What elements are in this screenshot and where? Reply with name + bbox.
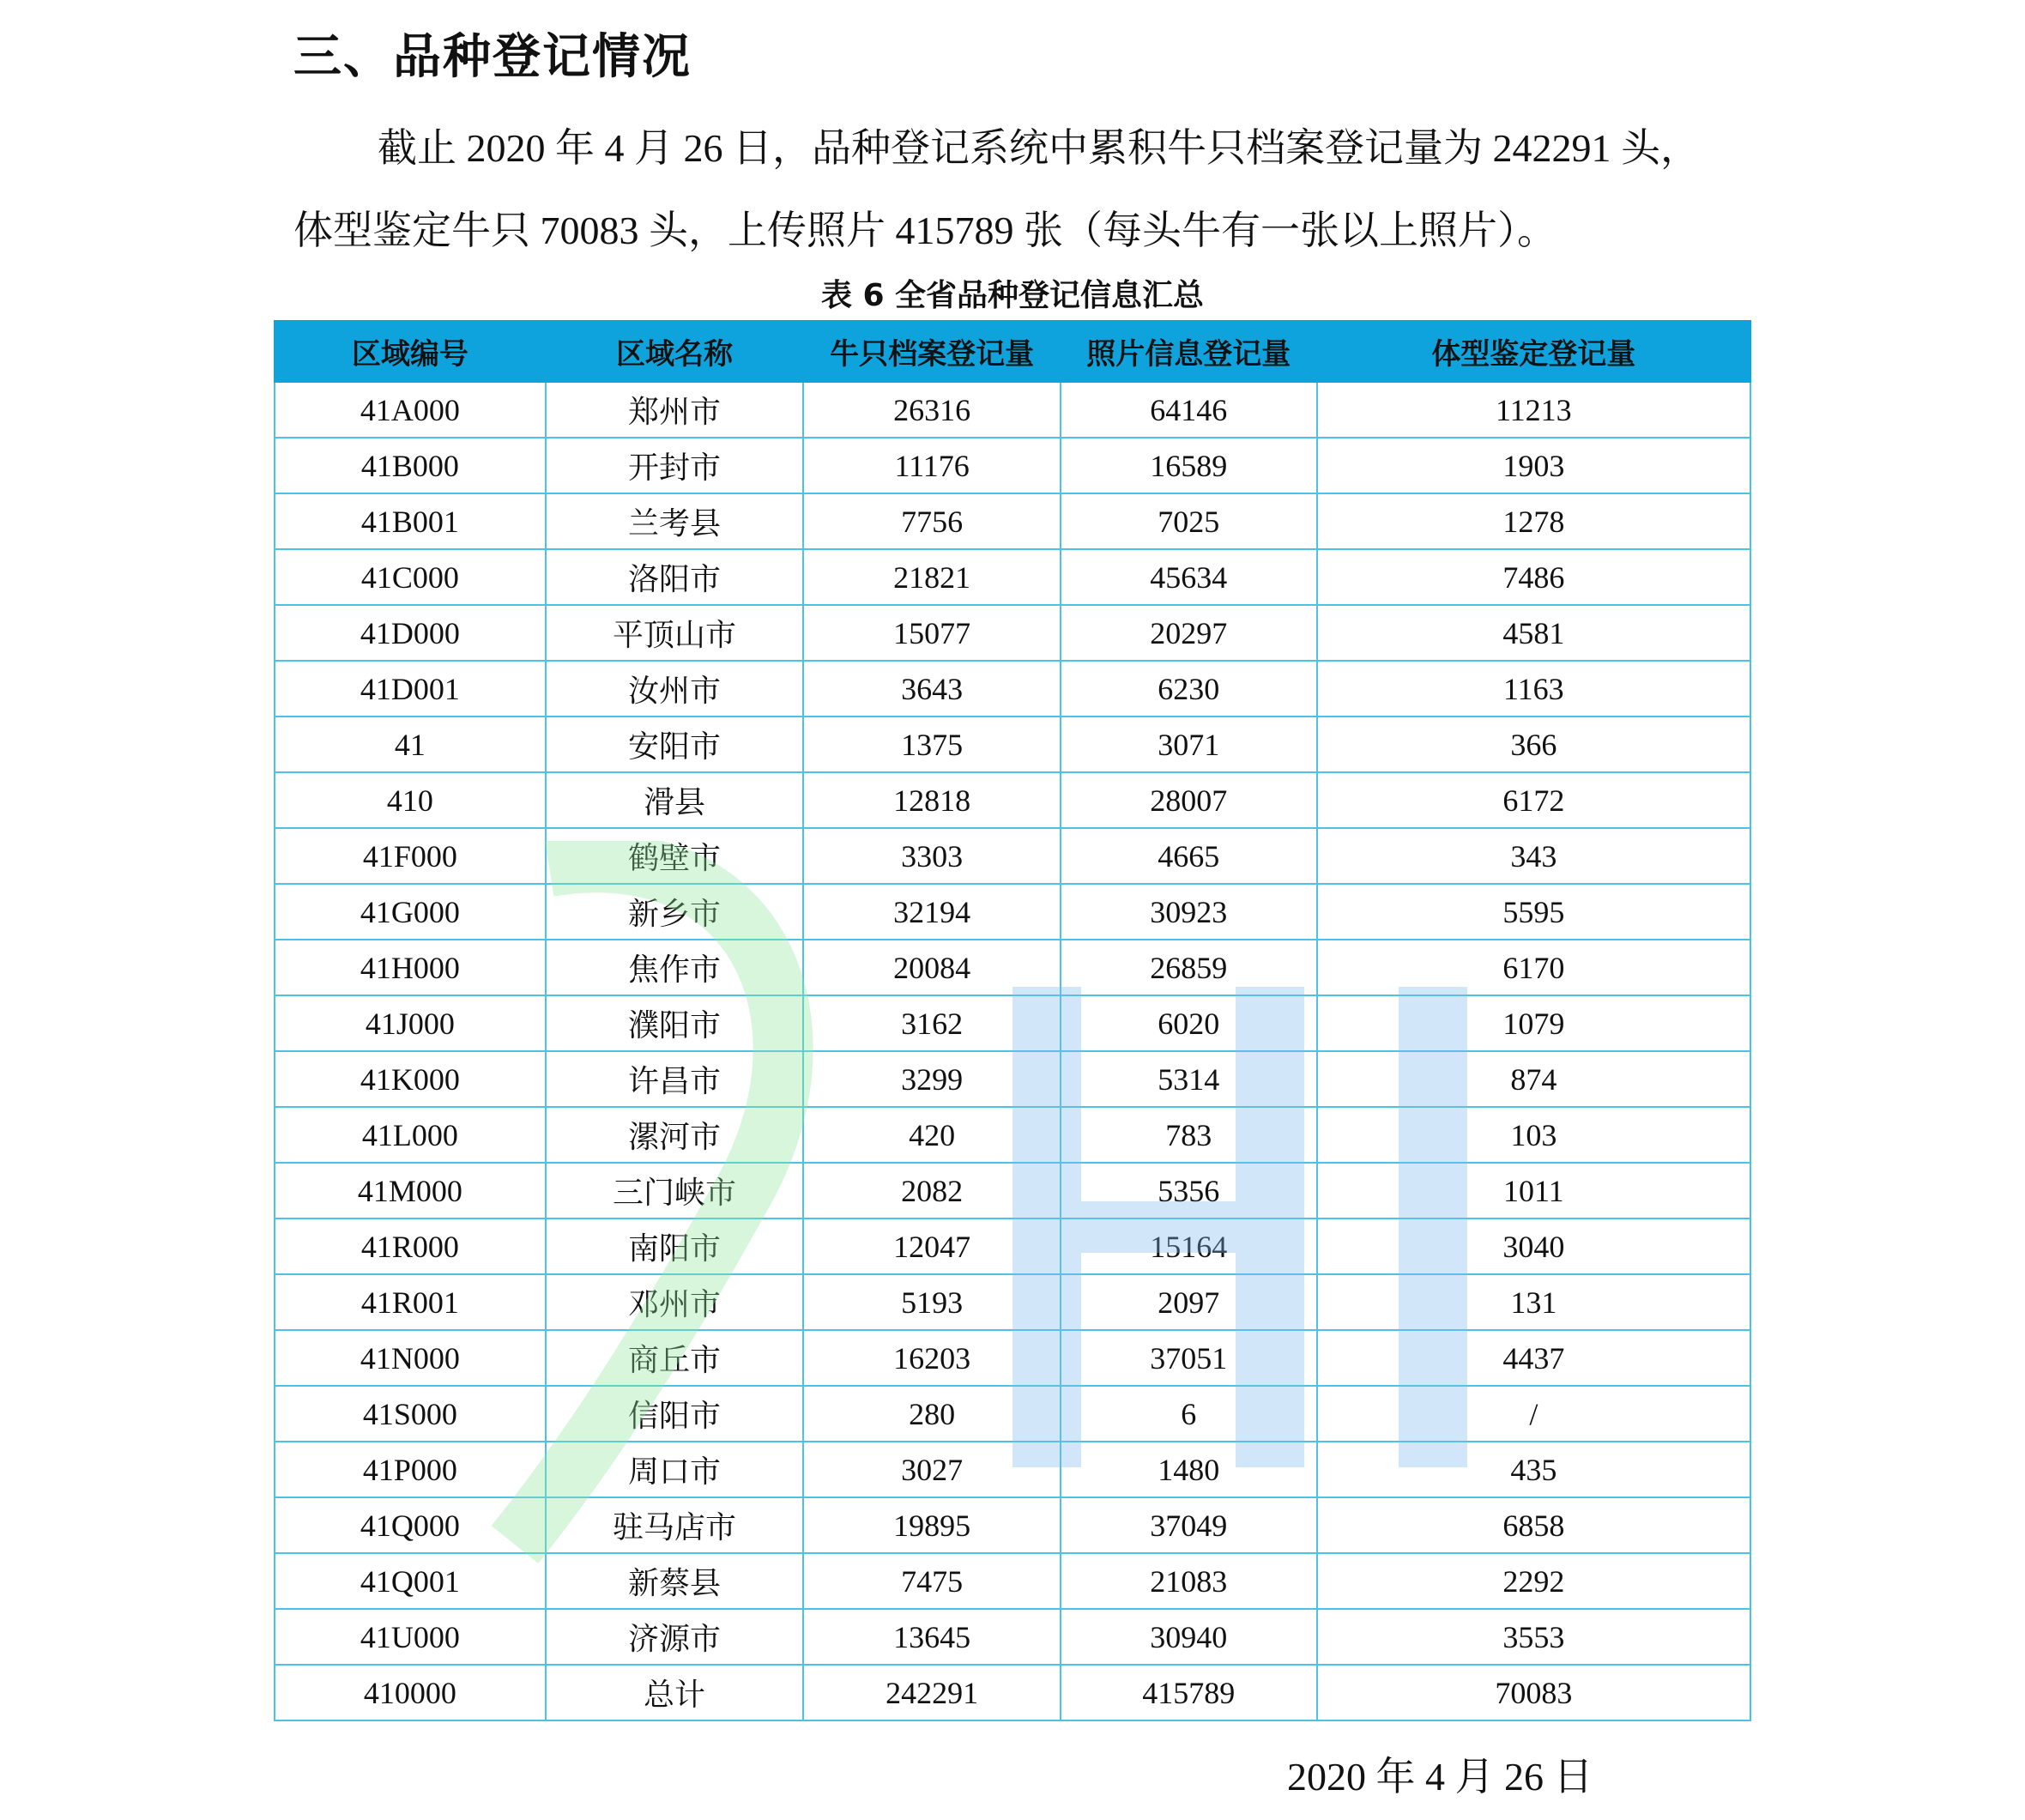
table-cell: 3553 [1317,1609,1750,1665]
table-cell: 41 [275,717,546,772]
table-cell: 16589 [1061,438,1317,493]
table-cell: 兰考县 [546,493,804,549]
table-cell: 41L000 [275,1107,546,1163]
table-cell: 鹤壁市 [546,828,804,884]
table-cell: 20084 [803,940,1061,995]
table-row [275,1497,1750,1553]
table-cell: 2082 [803,1163,1061,1218]
table-row [275,1609,1750,1665]
table-cell: 洛阳市 [546,549,804,605]
table-cell: 平顶山市 [546,605,804,661]
table-cell: 70083 [1317,1665,1750,1720]
table-cell: 242291 [803,1665,1061,1720]
table-row [275,1163,1750,1218]
table-cell: 41M000 [275,1163,546,1218]
table-cell: 3027 [803,1442,1061,1497]
column-header: 区域名称 [546,321,804,382]
table-cell: 16203 [803,1330,1061,1386]
table-cell: 415789 [1061,1665,1317,1720]
table-cell: 20297 [1061,605,1317,661]
table-cell: 5356 [1061,1163,1317,1218]
table-cell: 6858 [1317,1497,1750,1553]
table-cell: 343 [1317,828,1750,884]
table-cell: 驻马店市 [546,1497,804,1553]
table-cell: 7756 [803,493,1061,549]
table-cell: 366 [1317,717,1750,772]
table-cell: 11176 [803,438,1061,493]
table-cell: 41B000 [275,438,546,493]
table-cell: 3299 [803,1051,1061,1107]
table-cell: 874 [1317,1051,1750,1107]
table-row [275,661,1750,717]
table-cell: 1480 [1061,1442,1317,1497]
table-cell: 41G000 [275,884,546,940]
table-cell: 开封市 [546,438,804,493]
table-row [275,493,1750,549]
table-cell: 1903 [1317,438,1750,493]
table-cell: 30923 [1061,884,1317,940]
table-cell: 12047 [803,1218,1061,1274]
table-cell: 4581 [1317,605,1750,661]
table-cell: 280 [803,1386,1061,1442]
table-row [275,605,1750,661]
table-row [275,438,1750,493]
table-caption: 表 6 全省品种登记信息汇总 [820,278,1205,313]
table-cell: 7475 [803,1553,1061,1609]
table-cell: 21083 [1061,1553,1317,1609]
table-row [275,828,1750,884]
table-cell: 37051 [1061,1330,1317,1386]
table-cell: 1163 [1317,661,1750,717]
table-cell: 41C000 [275,549,546,605]
table-cell: 3071 [1061,717,1317,772]
table-cell: 41R001 [275,1274,546,1330]
table-header-row [275,321,1750,382]
registration-table [274,320,1751,1721]
table-row [275,772,1750,828]
table-row [275,1107,1750,1163]
table-cell: 6020 [1061,995,1317,1051]
table-row [275,940,1750,995]
table-cell: 131 [1317,1274,1750,1330]
table-cell: 41R000 [275,1218,546,1274]
table-cell: 郑州市 [546,382,804,438]
column-header: 照片信息登记量 [1061,321,1317,382]
table-cell: 4437 [1317,1330,1750,1386]
table-cell: 28007 [1061,772,1317,828]
table-cell: 15077 [803,605,1061,661]
table-row [275,1665,1750,1720]
table-cell: 12818 [803,772,1061,828]
section-heading: 三、品种登记情况 [293,29,692,85]
table-cell: 26316 [803,382,1061,438]
table-cell: 漯河市 [546,1107,804,1163]
table-row [275,1553,1750,1609]
table-cell: 商丘市 [546,1330,804,1386]
table-cell: 41D000 [275,605,546,661]
table-cell: 1375 [803,717,1061,772]
table-cell: 19895 [803,1497,1061,1553]
table-row [275,1386,1750,1442]
table-cell: 41Q001 [275,1553,546,1609]
table-cell: 41N000 [275,1330,546,1386]
table-cell: 6 [1061,1386,1317,1442]
table-cell: 焦作市 [546,940,804,995]
table-cell: 41A000 [275,382,546,438]
table-cell: 41Q000 [275,1497,546,1553]
table-cell: 435 [1317,1442,1750,1497]
table-cell: 3643 [803,661,1061,717]
table-cell: 2292 [1317,1553,1750,1609]
document-date: 2020 年 4 月 26 日 [1287,1755,1593,1799]
table-cell: 濮阳市 [546,995,804,1051]
table-cell: 1011 [1317,1163,1750,1218]
table-cell: 45634 [1061,549,1317,605]
table-cell: 信阳市 [546,1386,804,1442]
table-row [275,884,1750,940]
table-cell: 周口市 [546,1442,804,1497]
table-row [275,717,1750,772]
table-cell: 6170 [1317,940,1750,995]
table-cell: 41D001 [275,661,546,717]
table-cell: 30940 [1061,1609,1317,1665]
table-cell: 410 [275,772,546,828]
table-cell: 汝州市 [546,661,804,717]
table-cell: 32194 [803,884,1061,940]
table-cell: 37049 [1061,1497,1317,1553]
table-cell: 济源市 [546,1609,804,1665]
table-cell: 6172 [1317,772,1750,828]
table-cell: 3162 [803,995,1061,1051]
table-cell: 420 [803,1107,1061,1163]
table-row [275,1330,1750,1386]
table-cell: 1079 [1317,995,1750,1051]
table-cell: 滑县 [546,772,804,828]
table-row [275,1051,1750,1107]
table-cell: 41U000 [275,1609,546,1665]
paragraph-line-1: 截止 2020 年 4 月 26 日，品种登记系统中累积牛只档案登记量为 242291 头， [378,126,1700,170]
table-cell: 13645 [803,1609,1061,1665]
table-cell: / [1317,1386,1750,1442]
table-cell: 新蔡县 [546,1553,804,1609]
table-cell: 41J000 [275,995,546,1051]
table-cell: 41P000 [275,1442,546,1497]
table-cell: 3303 [803,828,1061,884]
table-cell: 64146 [1061,382,1317,438]
table-cell: 41S000 [275,1386,546,1442]
table-cell: 15164 [1061,1218,1317,1274]
table-row [275,1218,1750,1274]
table-cell: 南阳市 [546,1218,804,1274]
table-cell: 41K000 [275,1051,546,1107]
table-cell: 5595 [1317,884,1750,940]
table-cell: 7486 [1317,549,1750,605]
table-cell: 新乡市 [546,884,804,940]
column-header: 区域编号 [275,321,546,382]
table-cell: 3040 [1317,1218,1750,1274]
table-cell: 安阳市 [546,717,804,772]
table-cell: 邓州市 [546,1274,804,1330]
paragraph-line-2: 体型鉴定牛只 70083 头，上传照片 415789 张（每头牛有一张以上照片）。 [293,209,1557,252]
column-header: 牛只档案登记量 [803,321,1061,382]
table-cell: 5314 [1061,1051,1317,1107]
table-cell: 410000 [275,1665,546,1720]
table-cell: 41F000 [275,828,546,884]
table-cell: 5193 [803,1274,1061,1330]
table-row [275,995,1750,1051]
table-cell: 103 [1317,1107,1750,1163]
table-row [275,1274,1750,1330]
table-cell: 许昌市 [546,1051,804,1107]
table-cell: 三门峡市 [546,1163,804,1218]
table-cell: 4665 [1061,828,1317,884]
table-cell: 6230 [1061,661,1317,717]
table-cell: 21821 [803,549,1061,605]
table-cell: 1278 [1317,493,1750,549]
column-header: 体型鉴定登记量 [1317,321,1750,382]
table-cell: 783 [1061,1107,1317,1163]
table-cell: 41B001 [275,493,546,549]
table-row [275,382,1750,438]
table-cell: 41H000 [275,940,546,995]
table-cell: 7025 [1061,493,1317,549]
table-cell: 11213 [1317,382,1750,438]
table-cell: 26859 [1061,940,1317,995]
table-cell: 2097 [1061,1274,1317,1330]
table-row [275,549,1750,605]
table-row [275,1442,1750,1497]
table-cell: 总计 [546,1665,804,1720]
